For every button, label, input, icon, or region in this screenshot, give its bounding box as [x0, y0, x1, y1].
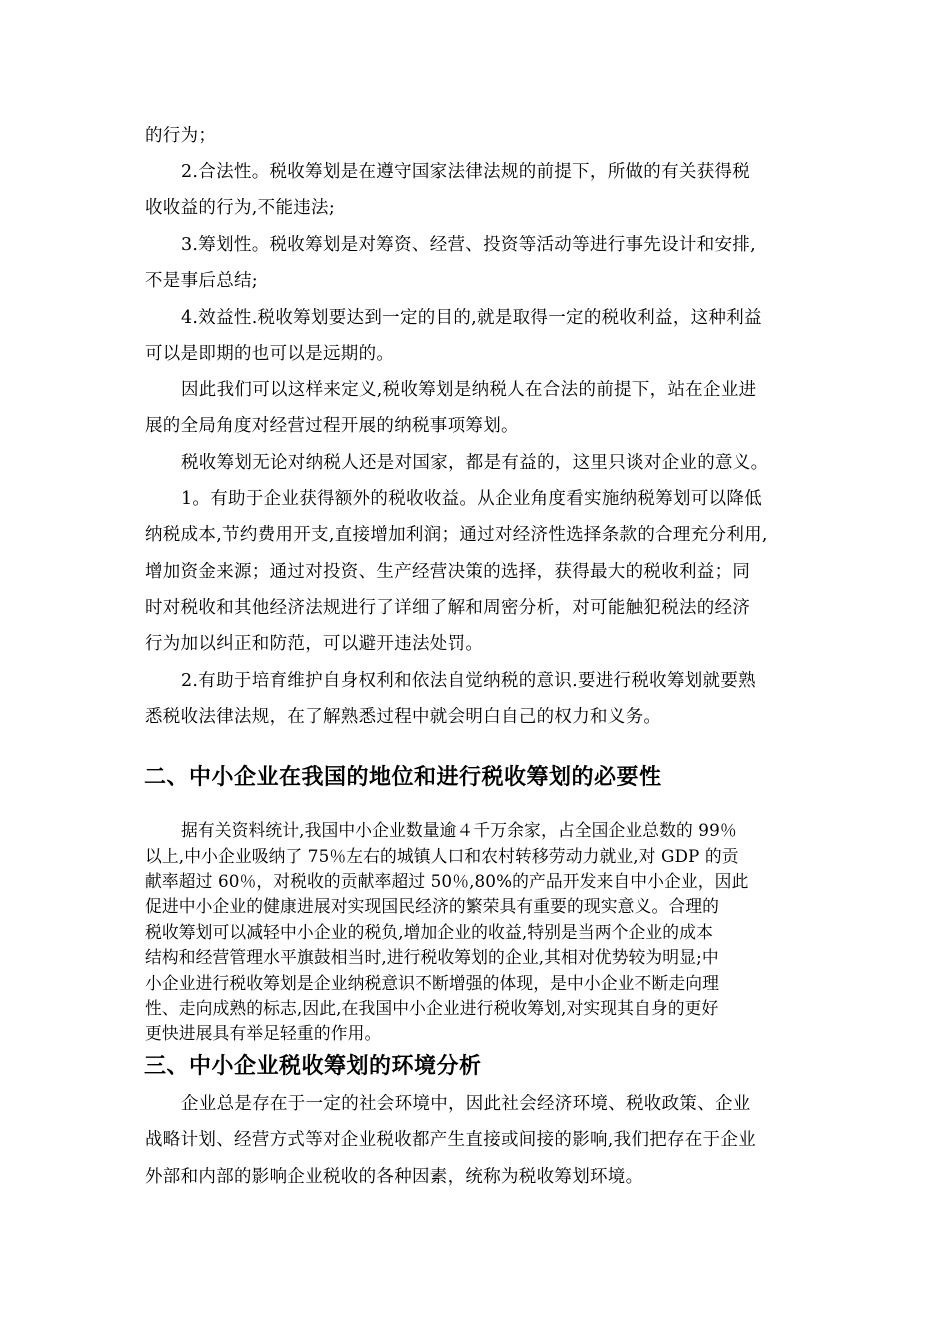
paragraph-line: 行为加以纠正和防范，可以避开违法处罚。: [145, 634, 484, 654]
paragraph-line: 以上,中小企业吸纳了 75％左右的城镇人口和农村转移劳动力就业,对 GDP 的贡: [145, 846, 739, 866]
paragraph-line: 税收筹划可以减轻中小企业的税负,增加企业的收益,特别是当两个企业的成本: [145, 922, 713, 942]
paragraph-line: 性、走向成熟的标志,因此,在我国中小企业进行税收筹划,对实现其自身的更好: [145, 998, 719, 1018]
paragraph-line: 2.有助于培育维护自身权利和依法自觉纳税的意识.要进行税收筹划就要熟: [181, 671, 756, 691]
paragraph-line: 不是事后总结;: [145, 271, 258, 291]
paragraph-line: 小企业进行税收筹划是企业纳税意识不断增强的体现，是中小企业不断走向理: [145, 973, 719, 993]
paragraph-line: 悉税收法律法规，在了解熟悉过程中就会明白自己的权力和义务。: [145, 707, 662, 727]
paragraph-line: 3.筹划性。税收筹划是对筹资、经营、投资等活动等进行事先设计和安排,: [181, 235, 756, 255]
paragraph-line: 纳税成本,节约费用开支,直接增加利润；通过对经济性选择条款的合理充分利用,: [145, 525, 768, 545]
paragraph-line: 时对税收和其他经济法规进行了详细了解和周密分析，对可能触犯税法的经济: [145, 598, 751, 618]
paragraph-line: 外部和内部的影响企业税收的各种因素，统称为税收筹划环境。: [145, 1167, 644, 1187]
paragraph-line: 2.合法性。税收筹划是在遵守国家法律法规的前提下，所做的有关获得税: [181, 162, 751, 182]
paragraph-line: 收收益的行为,不能违法;: [145, 198, 336, 218]
paragraph-line: 税收筹划无论对纳税人还是对国家，都是有益的，这里只谈对企业的意义。: [181, 453, 769, 473]
paragraph-line: 1。有助于企业获得额外的税收收益。从企业角度看实施纳税筹划可以降低: [181, 489, 763, 509]
paragraph-line: 展的全局角度对经营过程开展的纳税事项筹划。: [145, 416, 519, 436]
section-heading: 二、中小企业在我国的地位和进行税收筹划的必要性: [144, 765, 662, 790]
paragraph-line: 的行为；: [145, 126, 217, 146]
paragraph-line: 结构和经营管理水平旗鼓相当时,进行税收筹划的企业,其相对优势较为明显;中: [145, 947, 719, 967]
paragraph-line: 企业总是存在于一定的社会环境中，因此社会经济环境、税收政策、企业: [181, 1094, 751, 1114]
paragraph-line: 4.效益性.税收筹划要达到一定的目的,就是取得一定的税收利益，这种利益: [181, 308, 762, 328]
paragraph-line: 促进中小企业的健康进展对实现国民经济的繁荣具有重要的现实意义。合理的: [145, 896, 719, 916]
paragraph-line: 因此我们可以这样来定义,税收筹划是纳税人在合法的前提下，站在企业进: [181, 380, 757, 400]
section-heading: 三、中小企业税收筹划的环境分析: [144, 1054, 482, 1079]
paragraph-line: 战略计划、经营方式等对企业税收都产生直接或间接的影响,我们把存在于企业: [145, 1130, 757, 1150]
paragraph-line: 增加资金来源；通过对投资、生产经营决策的选择，获得最大的税收利益；同: [145, 562, 751, 582]
paragraph-line: 献率超过 60％，对税收的贡献率超过 50％,80%的产品开发来自中小企业，因此: [145, 871, 749, 891]
paragraph-line: 据有关资料统计,我国中小企业数量逾４千万余家，占全国企业总数的 99％: [181, 820, 737, 840]
paragraph-line: 可以是即期的也可以是远期的。: [145, 344, 395, 364]
paragraph-line: 更快进展具有举足轻重的作用。: [145, 1023, 382, 1043]
